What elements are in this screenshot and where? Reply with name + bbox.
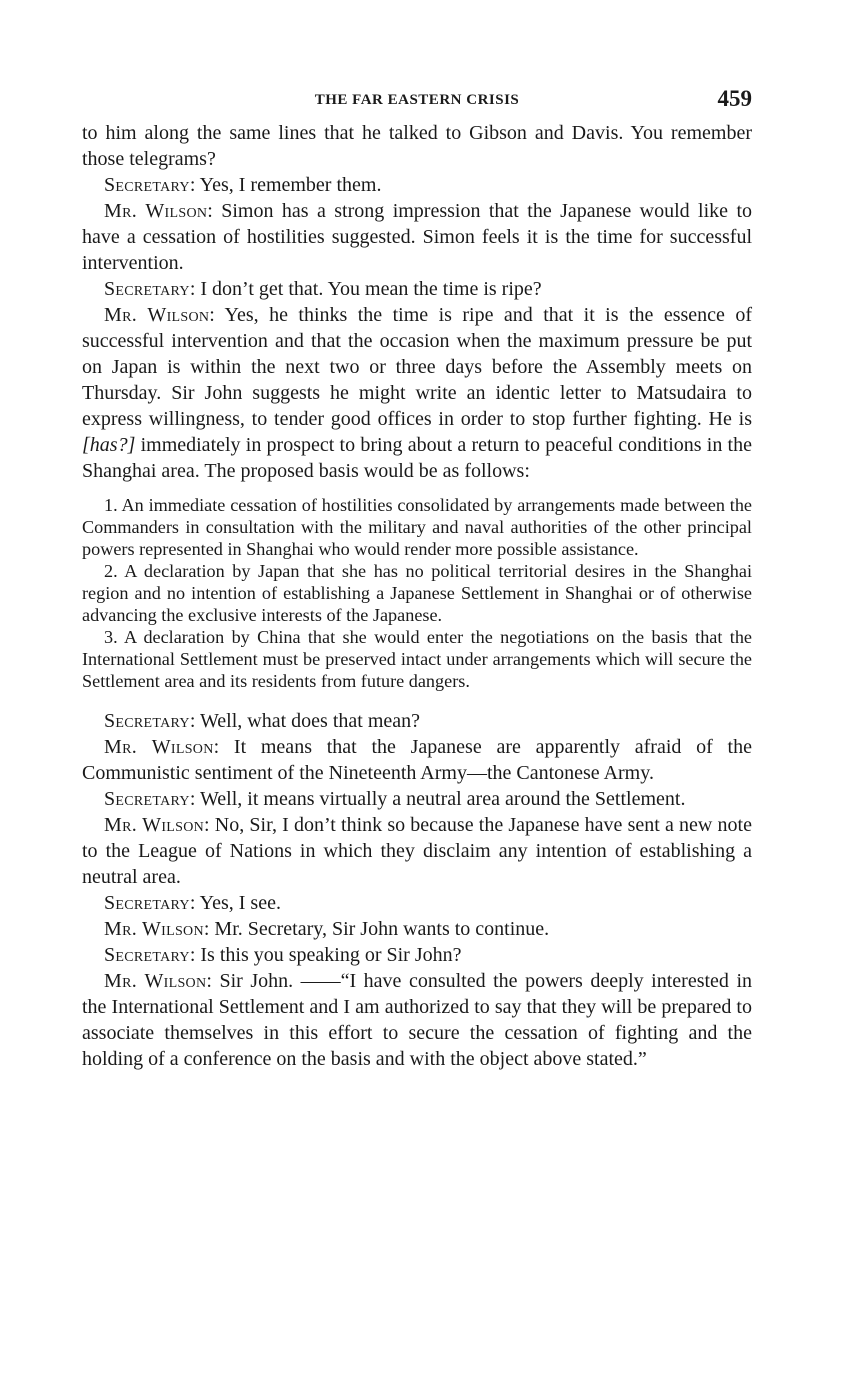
speaker-label: Mr. Wilson [104,200,208,222]
speaker-label: Secretary [104,944,190,966]
dialogue-text: : Well, it means virtually a neutral area around the Settlement. [189,788,686,810]
paragraph-text: : Yes, he thinks the time is ripe and that it is the essence of successful intervention and that the occasion when the maximum pressure be put on Japan is within the next two or three days before the Assembly meets on Thursday. Sir John suggests he might write an identic letter to Matsudaira to express willingness, to tender good offices in order to stop further fighting. He is [82,304,752,430]
dialogue-text: : Well, what does that mean? [189,710,421,732]
paragraph-text: to him along the same lines that he talked to Gibson and Davis. You remember those telegrams? [82,122,752,170]
paragraph-text: : I don’t get that. You mean the time is ripe? [189,278,542,300]
paragraph-text-continued: immediately in prospect to bring about a return to peaceful conditions in the Shanghai area. The proposed basis would be as follows: [82,434,752,482]
dialogue-line [82,968,752,1072]
dialogue-line [82,890,752,916]
list-item: 1. An immediate cessation of hostilities consolidated by arrangements made between the Commanders in consultation with the military and naval authorities of the other principal powers represented in Shanghai who would render more possible assistance. [82,495,752,559]
speaker-label: Mr. Wilson [104,970,207,992]
speaker-label: Secretary [104,278,190,300]
paragraph [82,276,752,302]
document-page [82,86,752,1072]
paragraph [82,198,752,276]
dialogue-text: : Mr. Secretary, Sir John wants to continue. [203,918,550,940]
paragraph [82,120,752,172]
paragraph-text: : Simon has a strong impression that the Japanese would like to have a cessation of hostilities suggested. Simon feels it is the time for successful intervention. [82,200,752,274]
dialogue-text: : It means that the Japanese are apparently afraid of the Communistic sentiment of the Nineteenth Army—the Cantonese Army. [82,736,752,784]
speaker-label: Mr. Wilson [104,814,205,836]
page-number: 459 [717,86,752,111]
dialogue-text: : Sir John. ——“I have consulted the powers deeply interested in the International Settlement and I am authorized to say that they will be prepared to associate themselves in this effort to secure the cessation of fighting and the holding of a conference on the basis and with the object above stated.” [82,970,753,1070]
paragraph [82,302,752,484]
dialogue [82,708,752,1072]
dialogue-line [82,786,752,812]
dialogue-line [82,942,752,968]
list-item: 3. A declaration by China that she would enter the negotiations on the basis that the International Settlement must be preserved intact under arrangements which will secure the Settlement area and its residents from future dangers. [82,627,752,691]
speaker-label: Secretary [104,174,190,196]
speaker-label: Secretary [104,892,190,914]
dialogue-line [82,916,752,942]
dialogue-line [82,708,752,734]
dialogue-text: : No, Sir, I don’t think so because the Japanese have sent a new note to the League of Nations in which they disclaim any intention of establishing a neutral area. [82,814,752,888]
running-head: THE FAR EASTERN CRISIS [314,92,520,108]
page-header [82,86,752,120]
body-text [82,120,752,484]
speaker-label: Mr. Wilson [104,736,214,758]
speaker-label: Secretary [104,788,190,810]
speaker-label: Mr. Wilson [104,918,204,940]
dialogue-text: : Yes, I see. [189,892,281,914]
list-item: 2. A declaration by Japan that she has no political territorial desires in the Shanghai region and no intention of establishing a Japanese Settlement in Shanghai or of otherwise advancing the exclusive interests of the Japanese. [82,561,752,625]
dialogue-text: : Is this you speaking or Sir John? [189,944,462,966]
speaker-label: Mr. Wilson [104,304,210,326]
dialogue-line [82,812,752,890]
speaker-label: Secretary [104,710,190,732]
paragraph-text: : Yes, I remember them. [189,174,382,196]
proposed-basis-list [82,494,752,692]
paragraph [82,172,752,198]
dialogue-line [82,734,752,786]
editorial-bracket: [has?] [82,434,136,456]
